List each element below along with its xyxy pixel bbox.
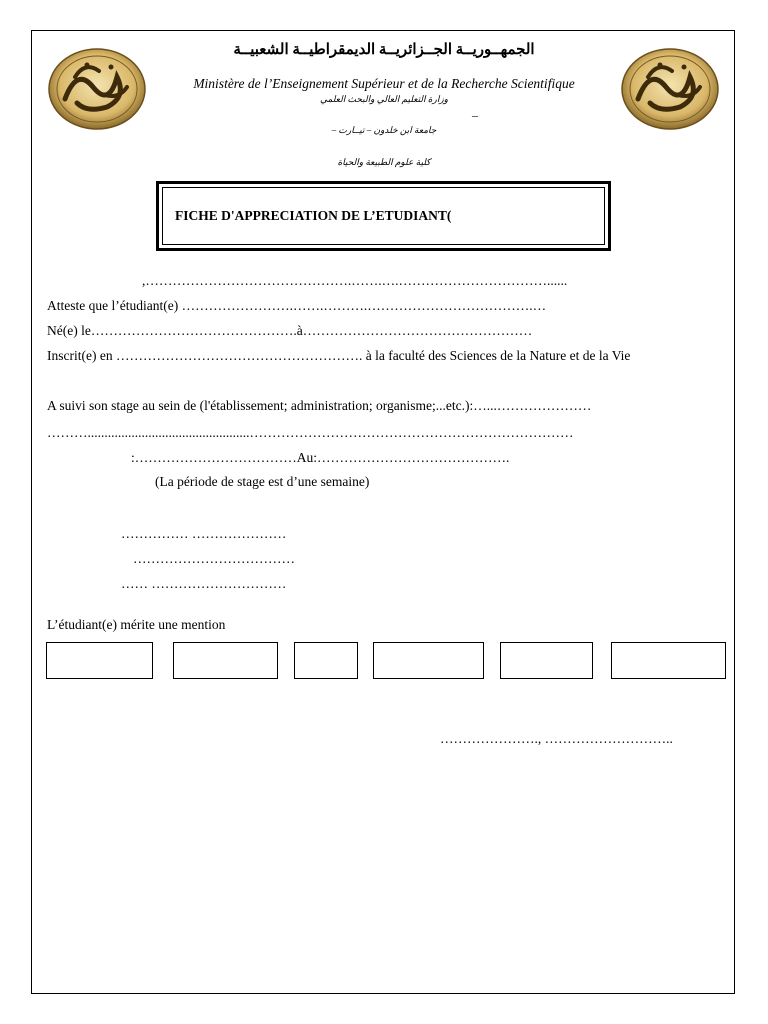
title-box-inner [162,187,605,245]
stage-line: A suivi son stage au sein de (l'établissement; administration; organisme;...etc.):…...………………… [47,398,592,413]
ministry-title-fr: Ministère de l’Enseignement Supérieur et de la Recherche Scientifique [193,76,575,91]
signature-line-2: ……………………………… [133,551,295,566]
mention-box-3[interactable] [294,642,358,679]
birth-line: Né(e) le……………………………………….à…………………………………………… [47,323,533,338]
ministry-title-ar: وزارة التعليم العالي والبحث العلمي [319,94,449,104]
atteste-line: Atteste que l’étudiant(e) …………………….…….……….……………………………….… [47,298,547,313]
signature-line-3: …… ………………………… [121,576,287,591]
inscrit-line: Inscrit(e) en ………………………………………………. à la faculté des Sciences de la Nature et de la Vie [47,348,631,363]
bottom-signature-line: …………………., ……………………….. [440,731,673,746]
faculty-name: كلية علوم الطبيعة والحياة [337,157,431,167]
mention-box-6[interactable] [611,642,726,679]
university-name: جامعة ابن خلدون – تيــارت – [331,125,437,135]
stage-line-continued: ………................................................……………………………………………………………… [47,425,574,440]
mention-box-1[interactable] [46,642,153,679]
period-note: (La période de stage est d’une semaine) [155,474,370,489]
title-box [156,181,611,251]
mention-box-5[interactable] [500,642,593,679]
mention-label: L’étudiant(e) mérite une mention [47,617,226,632]
mention-box-4[interactable] [373,642,484,679]
period-line: :………………………………Au:……………………………………. [131,450,510,465]
form-title: FICHE D'APPRECIATION DE L’ETUDIANT( [175,208,452,223]
dotted-line-top: ,……………………………………….…….….……………………………...... [142,273,568,288]
header-dash: – [472,108,478,122]
page-border [31,30,735,994]
republic-title: الجمهــوريــة الجــزائريــة الديمقراطيــة الشعبيــة [233,42,535,58]
signature-line-1: …………… ………………… [121,526,287,541]
mention-box-2[interactable] [173,642,278,679]
